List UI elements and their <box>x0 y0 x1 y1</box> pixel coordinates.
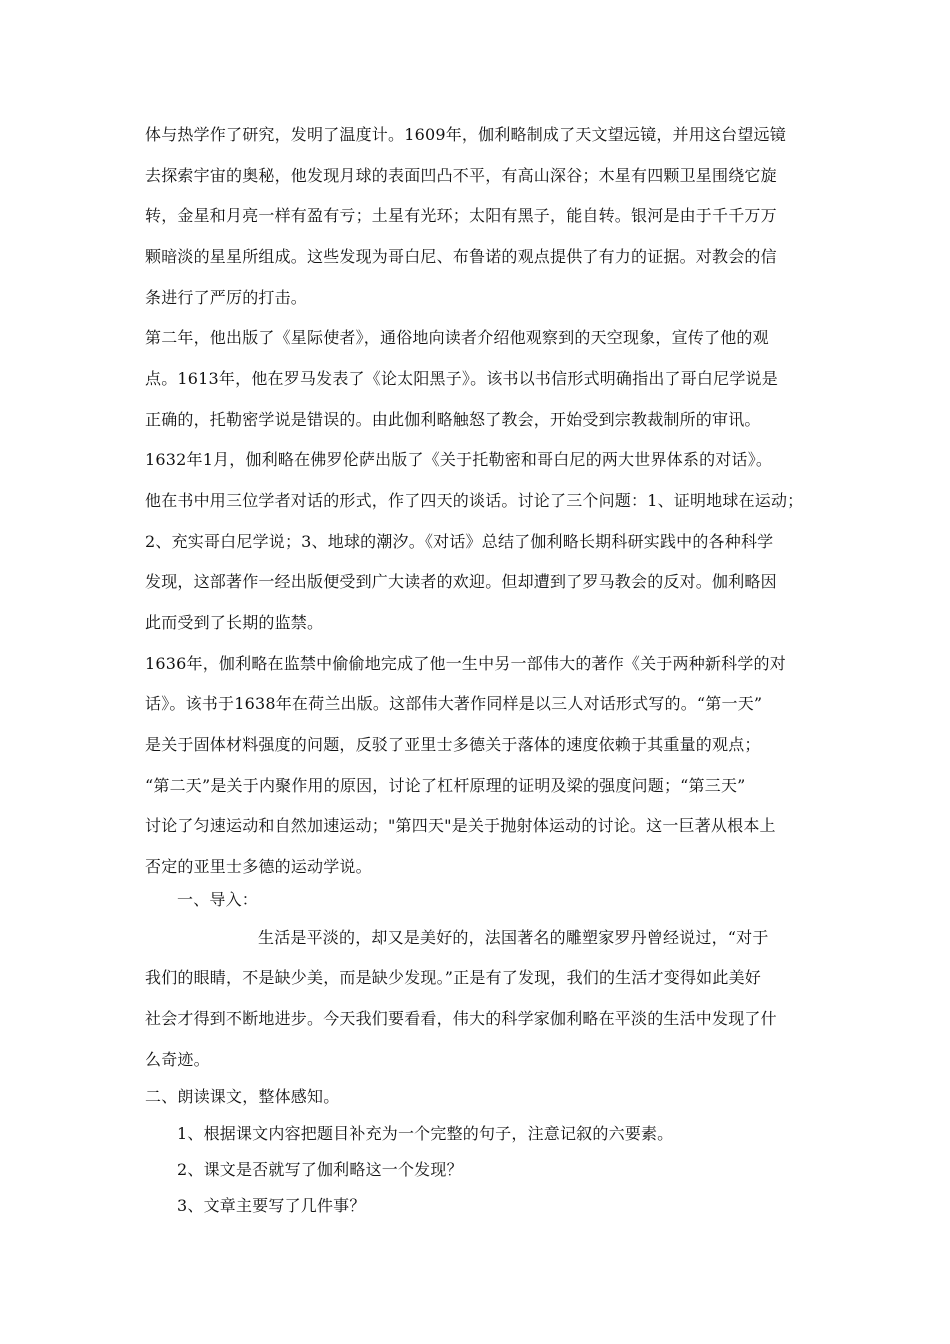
question-item: 2、课文是否就写了伽利略这一个发现？ <box>177 1160 463 1179</box>
paragraph-line: 否定的亚里士多德的运动学说。 <box>145 857 372 876</box>
paragraph-line: 是关于固体材料强度的问题，反驳了亚里士多德关于落体的速度依赖于其重量的观点； <box>145 735 761 754</box>
paragraph-line: 他在书中用三位学者对话的形式，作了四天的谈话。讨论了三个问题：1、证明地球在运动； <box>145 491 804 510</box>
paragraph-line: 第二年，他出版了《星际使者》，通俗地向读者介绍他观察到的天空现象，宣传了他的观 <box>145 328 769 347</box>
paragraph-line: 点。1613年，他在罗马发表了《论太阳黑子》。该书以书信形式明确指出了哥白尼学说是 <box>145 369 778 388</box>
paragraph-line: 生活是平淡的，却又是美好的，法国著名的雕塑家罗丹曾经说过，“对于 <box>258 928 769 947</box>
paragraph-line: 1636年，伽利略在监禁中偷偷地完成了他一生中另一部伟大的著作《关于两种新科学的对 <box>145 654 786 673</box>
question-item: 1、根据课文内容把题目补充为一个完整的句子，注意记叙的六要素。 <box>177 1124 674 1143</box>
paragraph-line: 条进行了严厉的打击。 <box>145 288 308 307</box>
section-heading-reading: 二、朗读课文，整体感知。 <box>145 1087 340 1106</box>
paragraph-line: 发现，这部著作一经出版便受到广大读者的欢迎。但却遭到了罗马教会的反对。伽利略因 <box>145 572 777 591</box>
paragraph-line: 此而受到了长期的监禁。 <box>145 613 324 632</box>
paragraph-line: 转，金星和月亮一样有盈有亏；土星有光环；太阳有黑子，能自转。银河是由于千千万万 <box>145 206 777 225</box>
paragraph-line: 社会才得到不断地进步。今天我们要看看，伟大的科学家伽利略在平淡的生活中发现了什 <box>145 1009 777 1028</box>
paragraph-line: 我们的眼睛，不是缺少美，而是缺少发现。”正是有了发现，我们的生活才变得如此美好 <box>145 968 761 987</box>
paragraph-line: 颗暗淡的星星所组成。这些发现为哥白尼、布鲁诺的观点提供了有力的证据。对教会的信 <box>145 247 777 266</box>
paragraph-line: “第二天”是关于内聚作用的原因，讨论了杠杆原理的证明及梁的强度问题；“第三天” <box>145 776 746 795</box>
section-heading-intro: 一、导入： <box>177 890 259 909</box>
paragraph-line: 正确的，托勒密学说是错误的。由此伽利略触怒了教会，开始受到宗教裁制所的审讯。 <box>145 410 761 429</box>
paragraph-line: 体与热学作了研究，发明了温度计。1609年，伽利略制成了天文望远镜，并用这台望远镜 <box>145 125 786 144</box>
paragraph-line: 么奇迹。 <box>145 1050 210 1069</box>
paragraph-line: 1632年1月，伽利略在佛罗伦萨出版了《关于托勒密和哥白尼的两大世界体系的对话》。 <box>145 450 773 469</box>
paragraph-line: 2、充实哥白尼学说；3、地球的潮汐。《对话》总结了伽利略长期科研实践中的各种科学 <box>145 532 774 551</box>
paragraph-line: 话》。该书于1638年在荷兰出版。这部伟大著作同样是以三人对话形式写的。“第一天” <box>145 694 763 713</box>
paragraph-line: 讨论了匀速运动和自然加速运动；"第四天"是关于抛射体运动的讨论。这一巨著从根本上 <box>145 816 776 835</box>
paragraph-line: 去探索宇宙的奥秘，他发现月球的表面凹凸不平，有高山深谷；木星有四颗卫星围绕它旋 <box>145 166 777 185</box>
question-item: 3、文章主要写了几件事？ <box>177 1196 366 1215</box>
